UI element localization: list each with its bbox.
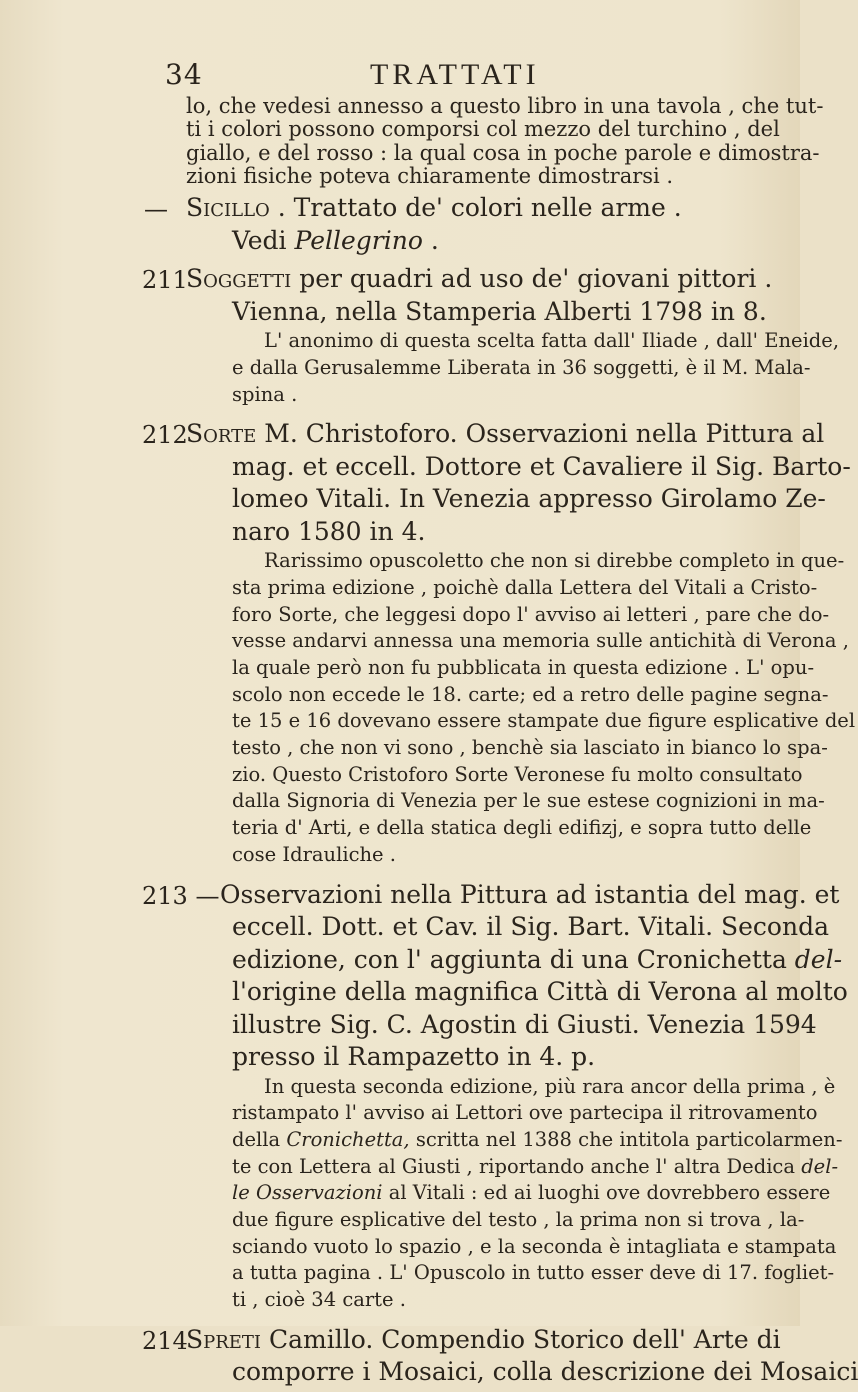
note-line: testo , che non vi sono , benchè sia lasciato in bianco lo spa- <box>232 736 828 760</box>
note-line: foro Sorte, che leggesi dopo l' avviso ai letteri , pare che do- <box>232 602 830 626</box>
entry-line: comporre i Mosaici, colla descrizione dei Mosaici <box>232 1357 858 1387</box>
note-line: ristampato l' avviso ai Lettori ove partecipa il ritrovamento <box>232 1101 818 1125</box>
entry-line: presso il Rampazetto in 4. p. <box>232 1042 596 1071</box>
text-line: lo, che vedesi annesso a questo libro in una tavola , che tut- <box>186 94 824 118</box>
running-title: TRATTATI <box>370 58 540 91</box>
entry-title: per quadri ad uso de' giovani pittori . <box>299 264 773 294</box>
entry-sicillo <box>144 193 766 260</box>
entry-title: M. Christoforo. Osservazioni nella Pittura al <box>264 419 825 449</box>
note-line: Rarissimo opuscoletto che non si direbbe completo in que- <box>264 549 845 573</box>
entry-title: Trattato de' colori nelle arme . <box>293 193 682 223</box>
page-number: 34 <box>165 58 203 91</box>
note-line: te 15 e 16 dovevano essere stampate due figure esplicative del <box>232 709 856 733</box>
note-line: te con Lettera al Giusti , riportando anche l' altra Dedica del- <box>232 1154 839 1178</box>
note-line: spina . <box>232 382 298 406</box>
note-line: cose Idrauliche . <box>232 842 396 866</box>
entry-imprint: Vienna, nella Stamperia Alberti 1798 in 8. <box>232 296 767 326</box>
note-line: sciando vuoto lo spazio , e la seconda è intagliata e stampata <box>232 1234 837 1258</box>
entry-title: Camillo. Compendio Storico dell' Arte di <box>269 1324 781 1354</box>
note-line: le Osservazioni al Vitali : ed ai luoghi ove dovrebbero essere <box>232 1181 831 1205</box>
note-line: scolo non eccede le 18. carte; ed a retro delle pagine segna- <box>232 682 829 706</box>
entry-number: 213 — <box>142 881 220 910</box>
note-line: della Cronichetta, scritta nel 1388 che intitola particolarmen- <box>232 1127 843 1151</box>
entry-reference: Vedi Pellegrino . <box>232 225 439 255</box>
entry-number: 212 <box>142 421 188 450</box>
entry-line: lomeo Vitali. In Venezia appresso Girolamo Ze- <box>232 484 826 514</box>
note-line: L' anonimo di questa scelta fatta dall' Iliade , dall' Eneide, <box>264 329 840 353</box>
entry-212-note <box>186 549 856 871</box>
entry-author: Soggetti <box>186 264 292 294</box>
note-line: la quale però non fu pubblicata in questa edizione . L' opu- <box>232 656 815 679</box>
entry-line: edizione, con l' aggiunta di una Cronichetta del- <box>232 944 843 974</box>
entry-number: 211 <box>142 266 188 295</box>
note-line: vesse andarvi annessa una memoria sulle antichità di Verona , <box>232 629 849 653</box>
intro-paragraph <box>186 94 824 189</box>
entry-line: eccell. Dott. et Cav. il Sig. Bart. Vitali. Seconda <box>232 912 829 941</box>
note-line: a tutta pagina . L' Opuscolo in tutto esser deve di 17. fogliet- <box>232 1261 835 1285</box>
entry-author: Sicillo . <box>186 193 286 223</box>
entry-number: 214 <box>142 1326 188 1355</box>
entry-author: Spreti <box>186 1324 262 1354</box>
entry-214 <box>142 1324 858 1392</box>
note-line: due figure esplicative del testo , la prima non si trova , la- <box>232 1207 805 1231</box>
entry-line: illustre Sig. C. Agostin di Giusti. Venezia 1594 <box>232 1009 817 1039</box>
entry-title: Osservazioni nella Pittura ad istantia del mag. et <box>220 879 840 909</box>
entry-212 <box>142 419 851 551</box>
text-line: zioni fisiche poteva chiaramente dimostrarsi . <box>186 163 674 188</box>
text-line: ti i colori possono comporsi col mezzo del turchino , del <box>186 117 780 142</box>
note-line: In questa seconda edizione, più rara ancor della prima , è <box>264 1074 836 1098</box>
note-line: teria d' Arti, e della statica degli edifizj, e sopra tutto delle <box>232 816 812 840</box>
entry-author: Sorte <box>186 419 257 449</box>
note-line: zio. Questo Cristoforo Sorte Veronese fu molto consultato <box>232 762 803 786</box>
entry-213-note <box>186 1074 843 1317</box>
entry-line: naro 1580 in 4. <box>232 516 426 546</box>
note-line: e dalla Gerusalemme Liberata in 36 soggetti, è il M. Mala- <box>232 355 811 379</box>
page-header <box>0 58 800 98</box>
entry-211 <box>142 264 773 331</box>
text-line: giallo, e del rosso : la qual cosa in poche parole e dimostra- <box>186 140 820 165</box>
page-body <box>142 94 858 1392</box>
entry-line: l'origine della magnifica Città di Verona al molto <box>232 977 848 1006</box>
note-line: ti , cioè 34 carte . <box>232 1288 406 1311</box>
entry-211-note <box>186 329 840 411</box>
note-line: dalla Signoria di Venezia per le sue estese cognizioni in ma- <box>232 789 825 813</box>
entry-marker: — <box>144 195 168 224</box>
note-line: sta prima edizione , poichè dalla Lettera del Vitali a Cristo- <box>232 575 818 599</box>
entry-line: mag. et eccell. Dottore et Cavaliere il Sig. Barto- <box>232 451 851 481</box>
entry-213 <box>142 879 848 1077</box>
